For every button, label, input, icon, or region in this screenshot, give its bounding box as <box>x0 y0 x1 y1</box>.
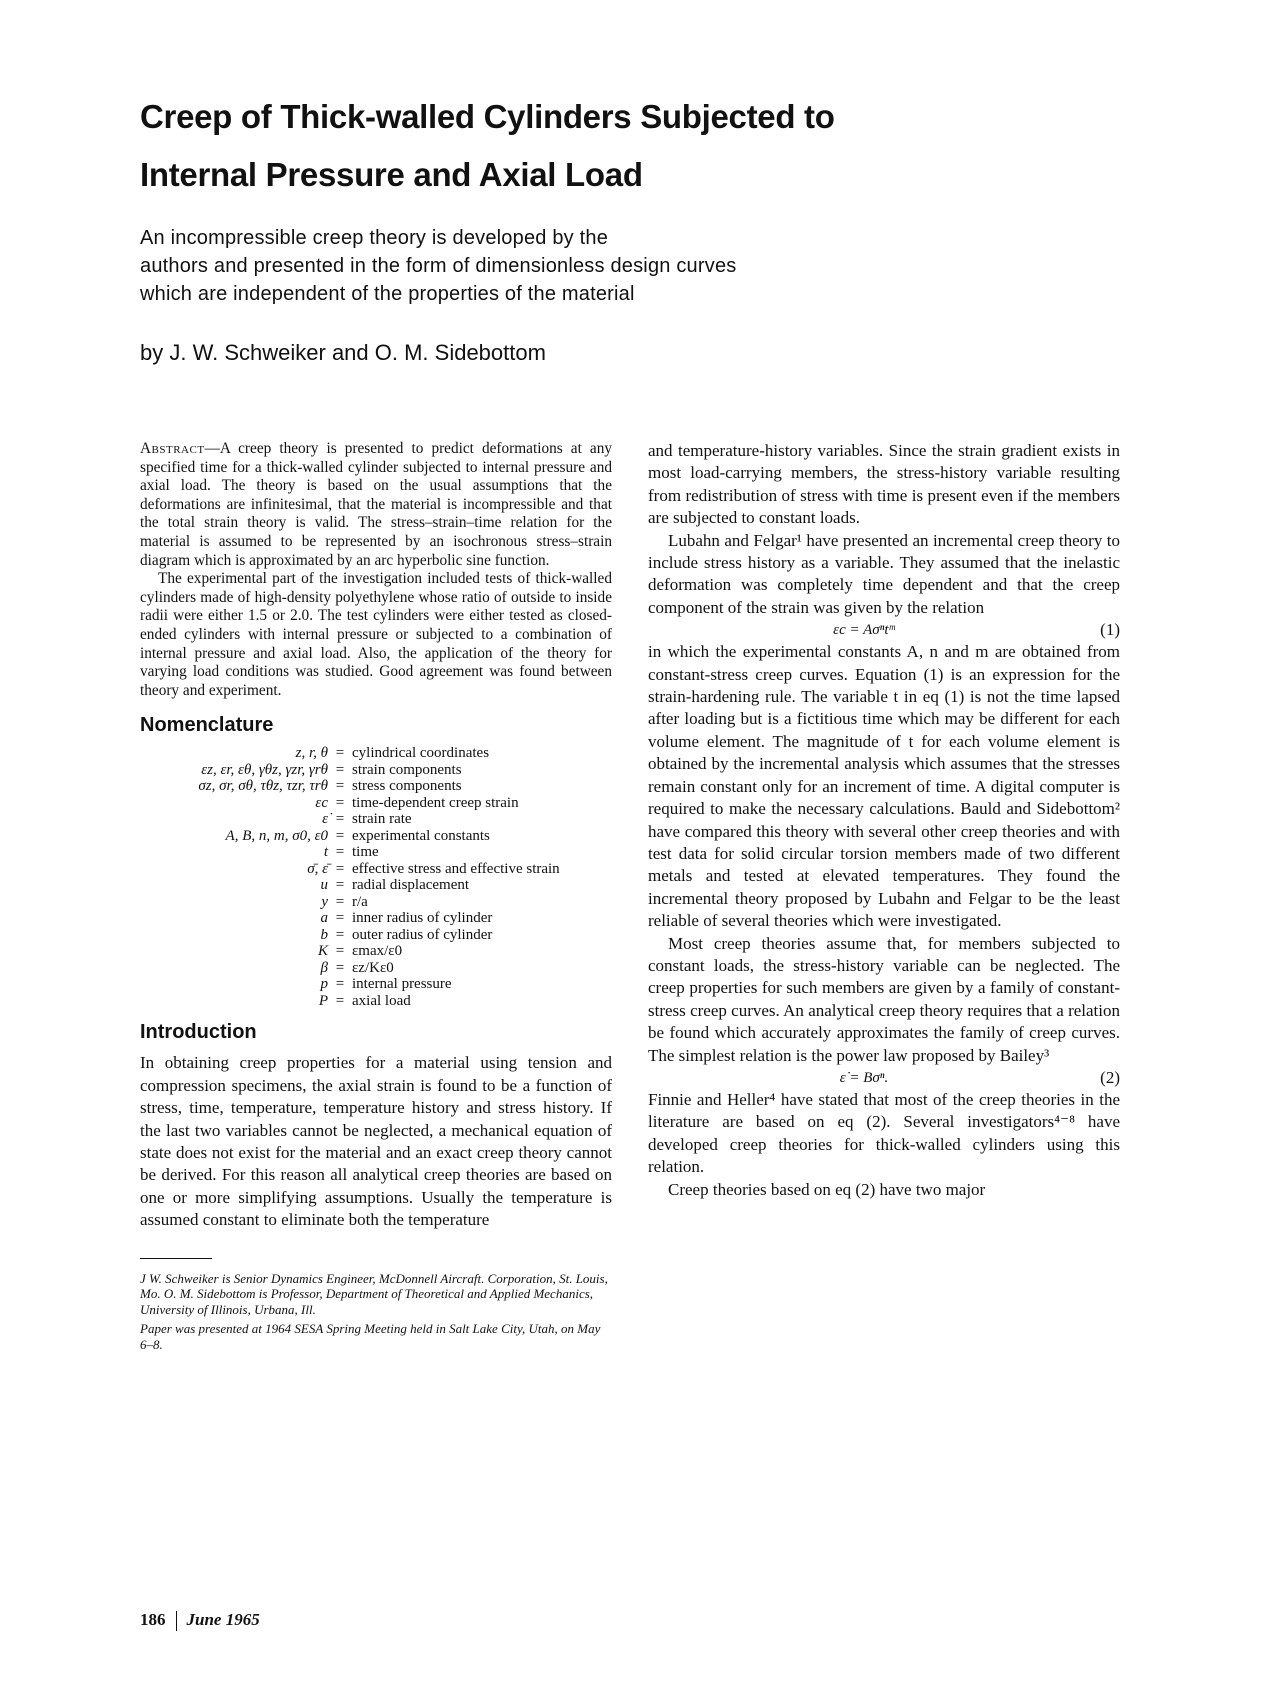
equation-1-number: (1) <box>1100 620 1120 640</box>
nomenclature-symbol: u <box>320 877 328 894</box>
nomenclature-definition: cylindrical coordinates <box>352 745 490 762</box>
nomenclature-symbol: σz, σr, σθ, τθz, τzr, τrθ <box>198 778 328 795</box>
nomenclature-symbol: a <box>320 910 328 927</box>
nomenclature-equals: = <box>335 860 345 877</box>
article-subtitle <box>140 224 860 308</box>
nomenclature-definition: time <box>352 844 379 861</box>
nomenclature-row <box>140 844 612 861</box>
nomenclature-equals: = <box>335 992 345 1009</box>
page-number: 186 <box>140 1610 166 1629</box>
nomenclature-equals: = <box>335 811 345 828</box>
nomenclature-definition: outer radius of cylinder <box>352 926 493 943</box>
nomenclature-equals: = <box>335 943 345 960</box>
nomenclature-symbol: t <box>323 844 328 861</box>
nomenclature-definition: εz/Kε0 <box>352 959 394 976</box>
equation-2 <box>648 1067 1120 1089</box>
nomenclature-definition: εmax/ε0 <box>352 943 403 960</box>
paragraph-creep-theories: Creep theories based on eq (2) have two major <box>668 1179 986 1199</box>
author-footnote: J W. Schweiker is Senior Dynamics Engineer, McDonnell Aircraft. Corporation, St. Louis, Mo. O. M. Sidebottom is Professor, Department of Theoretical and Applied Mechanics, University of Illinois, Urbana, Ill. <box>140 1270 608 1317</box>
nomenclature-definition: time-dependent creep strain <box>352 794 519 811</box>
nomenclature-equals: = <box>335 959 345 976</box>
nomenclature-row <box>140 811 612 828</box>
nomenclature-equals: = <box>335 877 345 894</box>
nomenclature-symbol: K <box>317 943 328 960</box>
footer-separator <box>176 1611 177 1631</box>
introduction-heading: Introduction <box>140 1021 257 1044</box>
introduction-body <box>140 1052 612 1231</box>
nomenclature-symbol: ε̇ <box>322 811 328 828</box>
nomenclature-equals: = <box>335 976 345 993</box>
paragraph-strain-hardening: in which the experimental constants A, n and m are obtained from constant-stress creep curves. Equation (1) is an expression for the strain-hardening rule. The variable t in eq (1) is not the time lapsed after loading but is a fictitious time which may be different for each volume element. The magnitude of t for each volume element is obtained by the incremental analysis which assumes that the stresses remain constant only for an increment of time. A digital computer is required to make the necessary calculations. Bauld and Sidebottom² have compared this theory with several other creep theories and with test data for solid circular torsion members made of two different metals and tested at elevated temperatures. They found the incremental theory proposed by Lubahn and Felgar to be the least reliable of several theories which were investigated. <box>648 642 1120 931</box>
nomenclature-definition: effective stress and effective strain <box>352 860 560 877</box>
equation-2-number: (2) <box>1100 1067 1120 1087</box>
title-line-2: Internal Pressure and Axial Load <box>140 156 643 193</box>
right-column-body <box>648 440 1120 1201</box>
nomenclature-row <box>140 894 612 911</box>
paragraph-history-variables: and temperature-history variables. Since the strain gradient exists in most load-carrying members, the stress-history variable resulting from redistribution of stress with time is present even if the members are subjected to constant loads. <box>648 441 1120 528</box>
nomenclature-symbol: p <box>320 976 328 993</box>
nomenclature-row <box>140 960 612 977</box>
nomenclature-row <box>140 778 612 795</box>
nomenclature-symbol: b <box>320 926 328 943</box>
nomenclature-equals: = <box>335 761 345 778</box>
right-column <box>648 440 1120 1201</box>
paragraph-finnie-heller: Finnie and Heller⁴ have stated that most of the creep theories in the literature are based on eq (2). Several investigators⁴⁻⁸ have developed creep theories for thick-walled cylinders using this relation. <box>648 1089 1120 1177</box>
abstract <box>140 440 612 700</box>
nomenclature-equals: = <box>335 910 345 927</box>
nomenclature-row <box>140 762 612 779</box>
equation-1-expression: εc = Aσⁿtᵐ <box>833 622 895 639</box>
nomenclature-row <box>140 993 612 1010</box>
article-authors: by J. W. Schweiker and O. M. Sidebottom <box>140 340 546 365</box>
nomenclature-row <box>140 976 612 993</box>
nomenclature-equals: = <box>335 745 345 762</box>
title-line-1: Creep of Thick-walled Cylinders Subjected to <box>140 98 835 135</box>
nomenclature-symbol: A, B, n, m, σ0, ε0 <box>225 827 328 844</box>
nomenclature-row <box>140 927 612 944</box>
nomenclature-definition: internal pressure <box>352 976 452 993</box>
nomenclature-row <box>140 943 612 960</box>
nomenclature-symbol: y <box>321 893 328 910</box>
nomenclature-table <box>140 745 612 1009</box>
article-title <box>140 88 1160 204</box>
nomenclature-symbol: β <box>320 959 328 976</box>
presentation-footnote: Paper was presented at 1964 SESA Spring Meeting held in Salt Lake City, Utah, on May 6–8. <box>140 1321 601 1352</box>
subtitle-line-2: authors and presented in the form of dimensionless design curves <box>140 255 737 277</box>
paragraph-lubahn-felgar: Lubahn and Felgar¹ have presented an incremental creep theory to include stress history as a variable. They assumed that the inelastic deformation was completely time dependent and that the creep component of the strain was given by the relation <box>648 530 1120 617</box>
nomenclature-definition: experimental constants <box>352 827 490 844</box>
equation-1 <box>648 619 1120 641</box>
nomenclature-definition: axial load <box>352 992 411 1009</box>
nomenclature-row <box>140 828 612 845</box>
nomenclature-equals: = <box>335 844 345 861</box>
nomenclature-heading: Nomenclature <box>140 714 274 737</box>
nomenclature-equals: = <box>335 778 345 795</box>
nomenclature-definition: strain rate <box>352 811 412 828</box>
nomenclature-equals: = <box>335 827 345 844</box>
nomenclature-row <box>140 861 612 878</box>
nomenclature-equals: = <box>335 926 345 943</box>
subtitle-line-1: An incompressible creep theory is developed by the <box>140 227 609 249</box>
nomenclature-definition: r/a <box>352 893 368 910</box>
equation-2-expression: ε̇ = Bσⁿ. <box>839 1069 889 1086</box>
nomenclature-definition: stress components <box>352 778 462 795</box>
nomenclature-definition: radial displacement <box>352 877 470 894</box>
abstract-paragraph-1 <box>140 440 612 570</box>
issue-date: June 1965 <box>186 1610 260 1629</box>
subtitle-line-3: which are independent of the properties of the material <box>140 283 635 305</box>
left-column <box>140 440 612 1356</box>
nomenclature-row <box>140 795 612 812</box>
nomenclature-row <box>140 745 612 762</box>
nomenclature-symbol: εc <box>315 794 328 811</box>
nomenclature-equals: = <box>335 893 345 910</box>
page-footer <box>140 1610 260 1631</box>
abstract-label: Abstract <box>140 440 205 457</box>
nomenclature-symbol: σ̄, ε̄ <box>307 860 328 877</box>
nomenclature-equals: = <box>335 794 345 811</box>
footnote-rule <box>140 1258 212 1259</box>
nomenclature-definition: inner radius of cylinder <box>352 910 493 927</box>
nomenclature-symbol: P <box>318 992 328 1009</box>
abstract-paragraph-2: The experimental part of the investigation included tests of thick-walled cylinders made of high-density polyethylene whose ratio of outside to inside radii were either 1.5 or 2.0. The test cylinders were either tested as closed-ended cylinders with internal pressure or subjected to a combination of internal pressure and axial load. Also, the application of the theory for varying load conditions was studied. Good agreement was found between theory and experiment. <box>140 570 612 699</box>
paragraph-constant-loads: Most creep theories assume that, for members subjected to constant loads, the stress-history variable can be neglected. The creep properties for such members are given by a family of constant-stress creep curves. An analytical creep theory requires that a relation be found which accurately approximates the family of creep curves. The simplest relation is the power law proposed by Bailey³ <box>648 933 1120 1065</box>
nomenclature-symbol: z, r, θ <box>295 745 328 762</box>
nomenclature-definition: strain components <box>352 761 462 778</box>
abstract-text-1: —A creep theory is presented to predict deformations at any specified time for a thick-walled cylinder subjected to internal pressure and axial load. The theory is based on the usual assumptions that the deformations are infinitesimal, that the material is incompressible and that the total strain theory is valid. The stress–strain–time relation for the material is assumed to be represented by an isochronous stress–strain diagram which is approximated by an arc hyperbolic sine function. <box>140 440 612 569</box>
nomenclature-row <box>140 910 612 927</box>
introduction-paragraph-1: In obtaining creep properties for a material using tension and compression specimens, the axial strain is found to be a function of stress, time, temperature, temperature history and stress history. If the last two variables cannot be neglected, a mechanical equation of state does not exist for the material and an exact creep theory cannot be derived. For this reason all analytical creep theories are based on one or more simplifying assumptions. Usually the temperature is assumed constant to eliminate both the temperature <box>140 1053 612 1230</box>
nomenclature-symbol: εz, εr, εθ, γθz, γzr, γrθ <box>201 761 328 778</box>
nomenclature-row <box>140 877 612 894</box>
